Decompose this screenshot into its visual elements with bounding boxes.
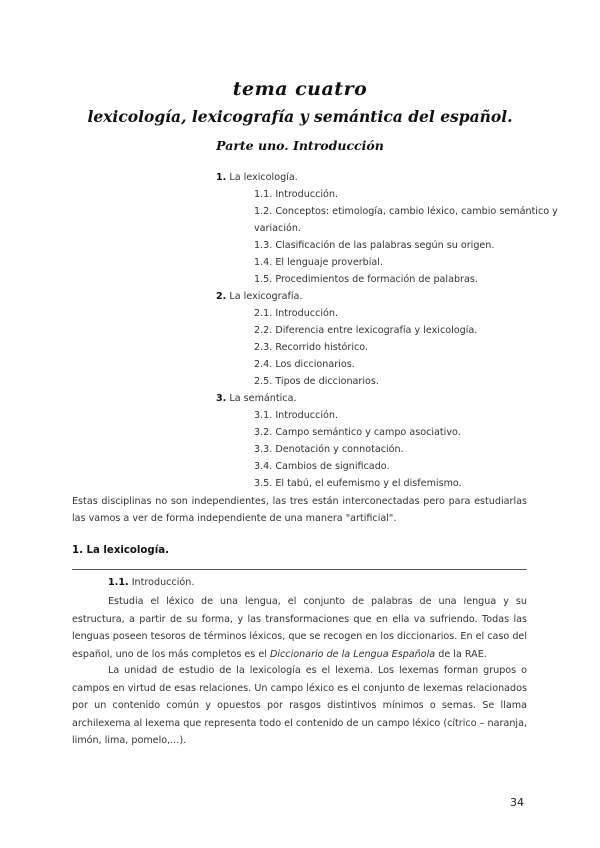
toc-item: 1.2. Conceptos: etimología, cambio léxico, cambio semántico y (254, 206, 558, 217)
body-paragraph-1: Estudia el léxico de una lengua, el conjunto de palabras de una lengua y su estructura, a partir de su forma, y las transformaciones que en ella va sufriendo. Todas las lenguas poseen tesoros de términos léxicos, que se recogen en los diccionarios. En el caso del español, uno de los más completos es el Diccionario de la Lengua Española de la RAE. (72, 596, 527, 660)
toc-item: 2.2. Diferencia entre lexicografía y lexicología. (254, 325, 478, 336)
toc-item: 2.4. Los diccionarios. (254, 359, 355, 370)
toc-item: 1.5. Procedimientos de formación de palabras. (254, 274, 478, 285)
toc-item: 3.1. Introducción. (254, 410, 339, 421)
toc-item: 1.4. El lenguaje proverbial. (254, 257, 384, 268)
toc-item: 1.3. Clasificación de las palabras según su origen. (254, 240, 495, 251)
toc-item-1: 1. La lexicología. (216, 172, 298, 183)
toc-item: 3.2. Campo semántico y campo asociativo. (254, 427, 461, 438)
toc-item: 2.1. Introducción. (254, 308, 339, 319)
toc-item-2: 2. La lexicografía. (216, 291, 303, 302)
toc-item: 3.4. Cambios de significado. (254, 461, 390, 472)
subsection-heading: 1.1. Introducción. (108, 577, 195, 588)
toc-item-3: 3. La semántica. (216, 393, 297, 404)
toc-item: 2.5. Tipos de diccionarios. (254, 376, 379, 387)
toc-item: 3.3. Denotación y connotación. (254, 444, 404, 455)
page-subtitle: lexicología, lexicografía y semántica del español. (87, 107, 513, 126)
toc-item: 2.3. Recorrido histórico. (254, 342, 369, 353)
page-number: 34 (510, 796, 524, 809)
toc-item: 3.5. El tabú, el eufemismo y el disfemismo. (254, 478, 462, 489)
page-title: tema cuatro (232, 78, 368, 100)
toc-item: variación. (254, 223, 301, 234)
section-heading: 1. La lexicología. (72, 545, 169, 556)
part-heading: Parte uno. Introducción (216, 138, 384, 153)
toc-item: 1.1. Introducción. (254, 189, 339, 200)
body-paragraph-2: La unidad de estudio de la lexicología es el lexema. Los lexemas forman grupos o campos en virtud de esas relaciones. Un campo léxico es el conjunto de lexemas relacionados por un contenido común y opuestos por rasgos distintivos mínimos o semas. Se llama archilexema al lexema que representa todo el contenido de un campo léxico (cítrico – naranja, limón, lima, pomelo,...). (72, 665, 527, 746)
intro-paragraph: Estas disciplinas no son independientes, las tres están interconectadas pero para estudiarlas las vamos a ver de forma independiente de una manera "artificial". (72, 496, 527, 524)
section-divider (72, 569, 527, 570)
